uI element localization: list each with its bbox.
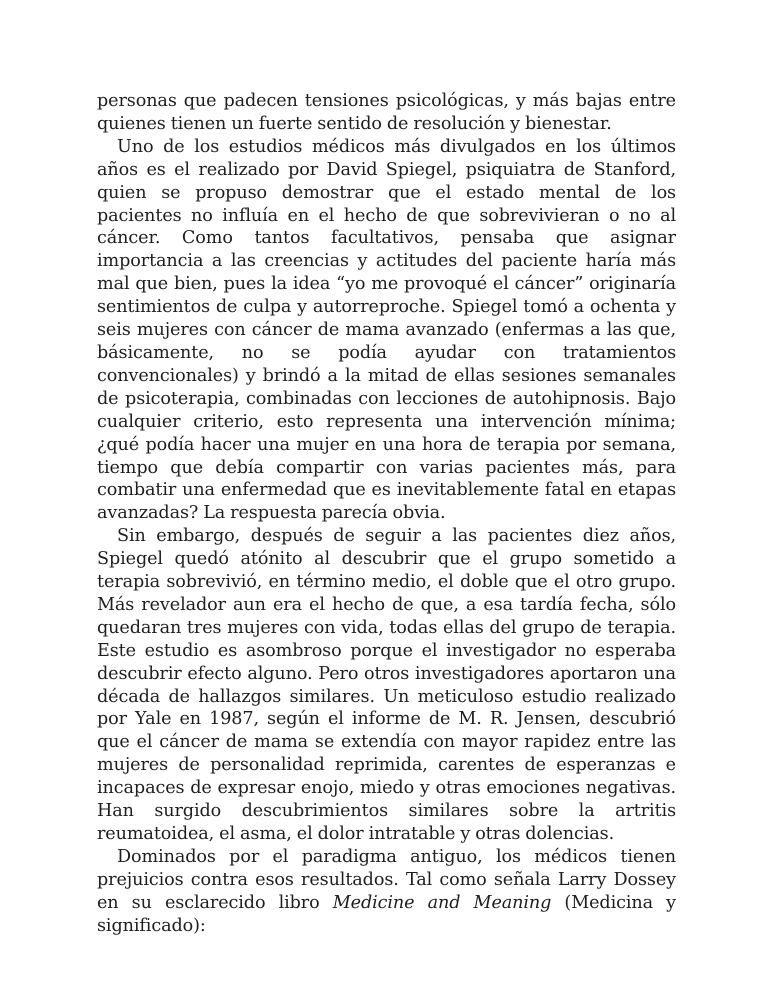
paragraph-text-after-title: (Medicina y significado): [97, 892, 676, 936]
paragraph-dossey-quote-intro [97, 846, 676, 938]
paragraph-spiegel-study: Uno de los estudios médicos más divulgados en los últimos años es el realizado por David Spiegel, psiquiatra de Stanford, quien se propuso demostrar que el estado mental de los pacientes no influía en el hecho de que sobrevivieran o no al cáncer. Como tantos facultativos, pensaba que asignar importancia a las creencias y actitudes del paciente haría más mal que bien, pues la idea “yo me provoqué el cáncer” originaría sentimientos de culpa y autorreproche. Spiegel tomó a ochenta y seis mujeres con cáncer de mama avanzado (enfermas a las que, básicamente, no se podía ayudar con tratamientos convencionales) y brindó a la mitad de ellas sesiones semanales de psicoterapia, combinadas con lecciones de autohipnosis. Bajo cualquier criterio, esto representa una intervención mínima; ¿qué podía hacer una mujer en una hora de terapia por semana, tiempo que debía compartir con varias pacientes más, para combatir una enfermedad que es inevitablemente fatal en etapas avanzadas? La respuesta parecía obvia. [97, 136, 676, 524]
page-text-body [97, 90, 676, 938]
paragraph-text-before-title: Dominados por el paradigma antiguo, los médicos tienen prejuicios contra esos resultados. Tal como señala Larry Dossey en su esclarecido libro [97, 846, 676, 913]
paragraph-continuation: personas que padecen tensiones psicológicas, y más bajas entre quienes tienen un fuerte sentido de resolución y bienestar. [97, 91, 676, 134]
book-title: Medicine and Meaning [332, 892, 552, 913]
paragraph-spiegel-results: Sin embargo, después de seguir a las pacientes diez años, Spiegel quedó atónito al descubrir que el grupo sometido a terapia sobrevivió, en término medio, el doble que el otro grupo. Más revelador aun era el hecho de que, a esa tardía fecha, sólo quedaran tres mujeres con vida, todas ellas del grupo de terapia. Este estudio es asombroso porque el investigador no esperaba descubrir efecto alguno. Pero otros investigadores aportaron una década de hallazgos similares. Un meticuloso estudio realizado por Yale en 1987, según el informe de M. R. Jensen, descubrió que el cáncer de mama se extendía con mayor rapidez entre las mujeres de personalidad reprimida, carentes de esperanzas e incapaces de expresar enojo, miedo y otras emociones negativas. Han surgido descubrimientos similares sobre la artritis reumatoidea, el asma, el dolor intratable y otras dolencias. [97, 526, 676, 844]
